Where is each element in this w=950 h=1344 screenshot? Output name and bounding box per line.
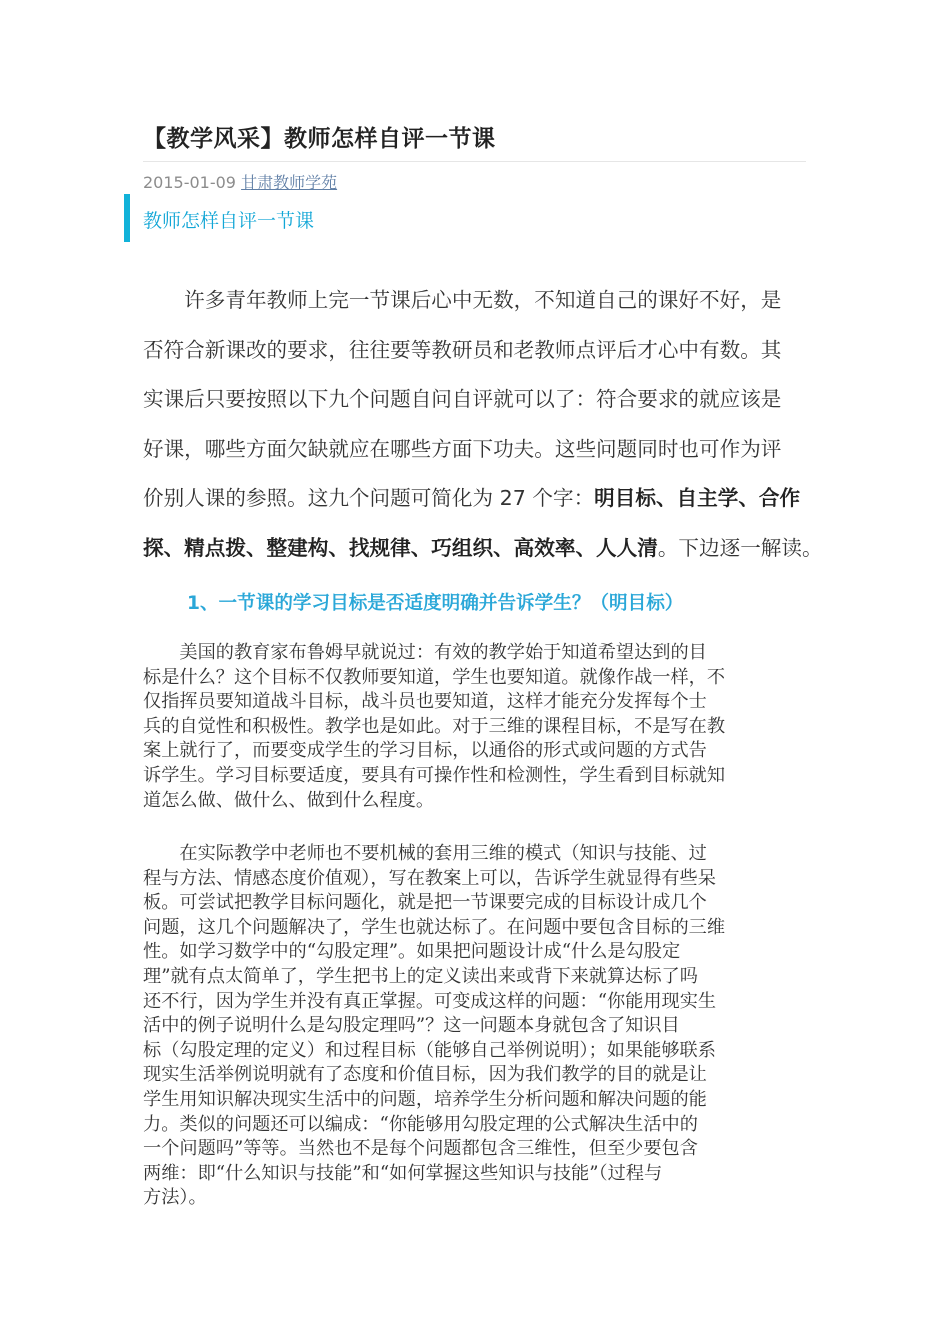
paragraph-line: 道怎么做、做什么、做到什么程度。 [143, 789, 435, 811]
intro-text: 。下边逐一解读。 [657, 535, 823, 560]
question-1-heading: 1、一节课的学习目标是否适度明确并告诉学生？（明目标） [187, 593, 684, 614]
body-paragraph-2 [143, 842, 808, 1211]
intro-text: 价别人课的参照。这九个问题可简化为 27 个字： [143, 486, 595, 510]
paragraph-line: 问题，这几个问题解决了，学生也就达标了。在问题中要包含目标的三维 [143, 916, 726, 938]
intro-line [143, 524, 823, 574]
keywords-bold: 探、精点拨、整建构、找规律、巧组织、高效率、人人清 [143, 535, 658, 560]
paragraph-line: 性。如学习数学中的“勾股定理”。如果把问题设计成“什么是勾股定 [143, 941, 681, 963]
intro-line: 好课，哪些方面欠缺就应在哪些方面下功夫。这些问题同时也可作为评 [143, 436, 782, 461]
paragraph-line: 力。类似的问题还可以编成：“你能够用勾股定理的公式解决生活中的 [143, 1113, 698, 1135]
paragraph-line: 还不行，因为学生并没有真正掌握。可变成这样的问题：“你能用现实生 [143, 990, 717, 1012]
paragraph-line: 现实生活举例说明就有了态度和价值目标，因为我们教学的目的就是让 [143, 1064, 707, 1086]
paragraph-line: 标是什么？这个目标不仅教师要知道，学生也要知道。就像作战一样，不 [143, 666, 726, 688]
body-paragraph-1 [143, 641, 808, 813]
article-subheading: 教师怎样自评一节课 [143, 210, 315, 232]
paragraph-line: 一个问题吗”等等。当然也不是每个问题都包含三维性，但至少要包含 [143, 1138, 698, 1160]
paragraph-line: 在实际教学中老师也不要机械的套用三维的模式（知识与技能、过 [143, 843, 707, 864]
paragraph-line: 兵的自觉性和积极性。教学也是如此。对于三维的课程目标，不是写在教 [143, 715, 726, 737]
paragraph-line: 板。可尝试把教学目标问题化，就是把一节课要完成的目标设计成几个 [143, 892, 707, 914]
paragraph-line: 两维：即“什么知识与技能”和“如何掌握这些知识与技能”（过程与 [143, 1162, 663, 1184]
paragraph-line: 活中的例子说明什么是勾股定理吗”？这一问题本身就包含了知识目 [143, 1015, 680, 1037]
source-link[interactable]: 甘肃教师学苑 [241, 173, 338, 192]
paragraph-line: 美国的教育家布鲁姆早就说过：有效的教学始于知道希望达到的目 [143, 642, 707, 663]
paragraph-line: 诉学生。学习目标要适度，要具有可操作性和检测性，学生看到目标就知 [143, 764, 726, 786]
publish-date: 2015-01-09 [143, 173, 236, 192]
article-title: 【教学风采】教师怎样自评一节课 [143, 126, 496, 152]
intro-line [143, 474, 808, 524]
intro-line: 许多青年教师上完一节课后心中无数，不知道自己的课好不好，是 [143, 288, 782, 312]
intro-line: 实课后只要按照以下九个问题自问自评就可以了：符合要求的就应该是 [143, 387, 782, 411]
paragraph-line: 理”就有点太简单了，学生把书上的定义读出来或背下来就算达标了吗 [143, 965, 698, 987]
title-divider [143, 161, 806, 162]
paragraph-line: 标（勾股定理的定义）和过程目标（能够自己举例说明）；如果能够联系 [143, 1039, 716, 1061]
paragraph-line: 仅指挥员要知道战斗目标，战斗员也要知道，这样才能充分发挥每个士 [143, 691, 707, 713]
keywords-bold: 明目标、自主学、合作 [594, 486, 801, 510]
paragraph-line: 方法）。 [143, 1187, 207, 1209]
intro-line: 否符合新课改的要求，往往要等教研员和老教师点评后才心中有数。其 [143, 337, 782, 362]
intro-paragraph [143, 276, 823, 573]
paragraph-line: 程与方法、情感态度价值观），写在教案上可以，告诉学生就显得有些呆 [143, 867, 716, 889]
paragraph-line: 案上就行了，而要变成学生的学习目标，以通俗的形式或问题的方式告 [143, 740, 707, 762]
subheading-accent-bar [124, 194, 130, 242]
article-meta [143, 170, 337, 193]
paragraph-line: 学生用知识解决现实生活中的问题，培养学生分析问题和解决问题的能 [143, 1088, 707, 1110]
